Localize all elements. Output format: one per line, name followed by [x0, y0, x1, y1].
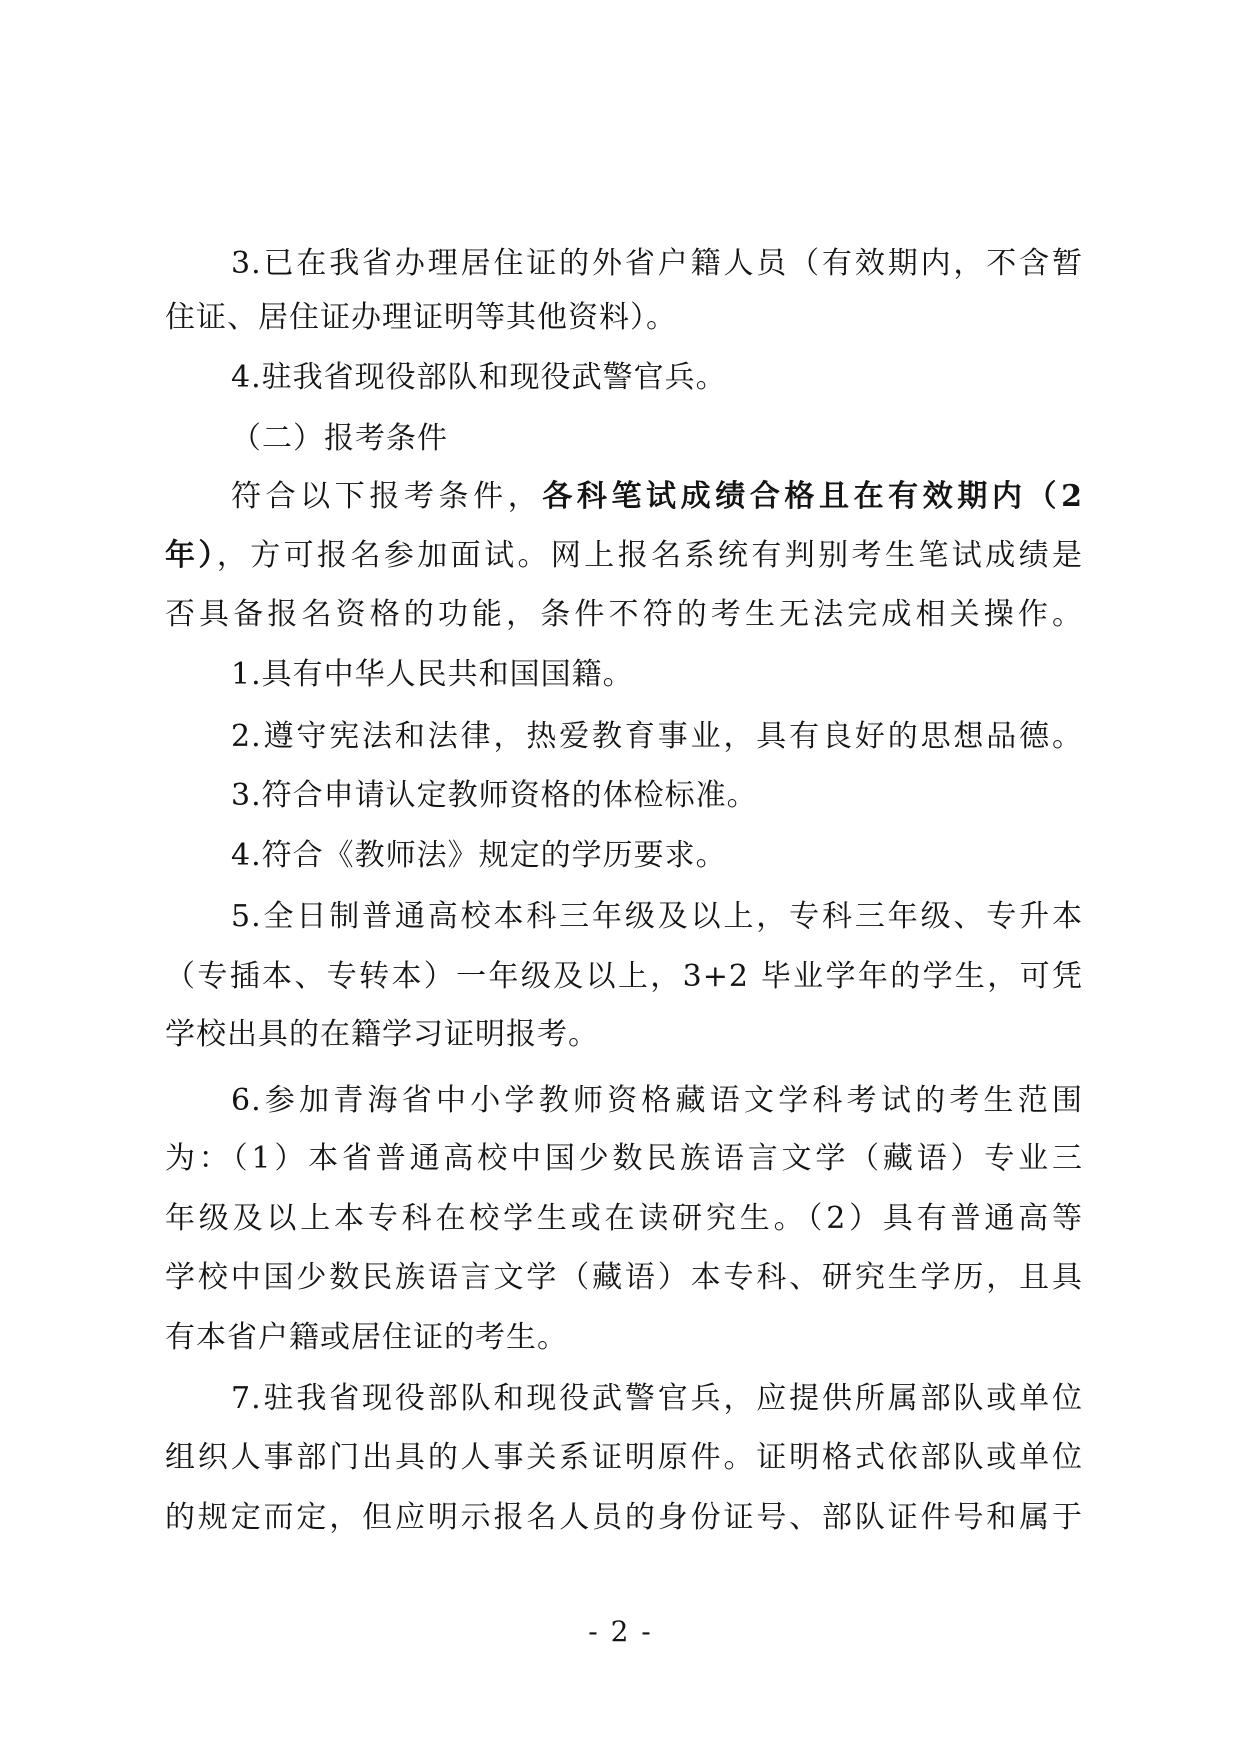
body-line: 有本省户籍或居住证的考生。	[165, 1320, 568, 1355]
intro-text: 符合以下报考条件，	[231, 479, 543, 514]
condition-item: 6.参加青海省中小学教师资格藏语文学科考试的考生范围	[231, 1083, 1083, 1118]
body-line: 的规定而定，但应明示报名人员的身份证号、部队证件号和属于	[165, 1500, 1083, 1535]
body-line: 否具备报名资格的功能，条件不符的考生无法完成相关操作。	[165, 597, 1083, 632]
body-line: 3.已在我省办理居住证的外省户籍人员（有效期内，不含暂	[231, 246, 1083, 281]
body-line: 为：（1）本省普通高校中国少数民族语言文学（藏语）专业三	[165, 1141, 1083, 1176]
body-line: （专插本、专转本）一年级及以上，3+2 毕业学年的学生，可凭	[165, 959, 1083, 994]
condition-item: 1.具有中华人民共和国国籍。	[231, 657, 634, 692]
intro-bold-text: 各科笔试成绩合格且在有效期内（2	[542, 479, 1083, 514]
intro-text: ，方可报名参加面试。网上报名系统有判别考生笔试成绩是	[216, 538, 1083, 573]
body-line: 4.驻我省现役部队和现役武警官兵。	[231, 360, 727, 395]
body-line: 学校中国少数民族语言文学（藏语）本专科、研究生学历，且具	[165, 1260, 1083, 1295]
body-line: 学校出具的在籍学习证明报考。	[165, 1017, 599, 1052]
condition-item: 5.全日制普通高校本科三年级及以上，专科三年级、专升本	[231, 899, 1083, 934]
body-line	[165, 536, 1083, 576]
page-number: - 2 -	[588, 1615, 653, 1648]
body-line: 年级及以上本专科在校学生或在读研究生。（2）具有普通高等	[165, 1201, 1083, 1236]
body-line: 组织人事部门出具的人事关系证明原件。证明格式依部队或单位	[165, 1440, 1083, 1475]
body-line: 住证、居住证办理证明等其他资料）。	[165, 300, 677, 335]
condition-item: 3.符合申请认定教师资格的体检标准。	[231, 778, 758, 813]
intro-bold-text: 年）	[165, 538, 217, 573]
section-heading: （二）报考条件	[231, 421, 448, 456]
condition-item: 4.符合《教师法》规定的学历要求。	[231, 838, 727, 873]
condition-item: 7.驻我省现役部队和现役武警官兵，应提供所属部队或单位	[231, 1381, 1083, 1416]
condition-item: 2.遵守宪法和法律，热爱教育事业，具有良好的思想品德。	[231, 719, 1083, 754]
body-line	[231, 477, 1083, 517]
